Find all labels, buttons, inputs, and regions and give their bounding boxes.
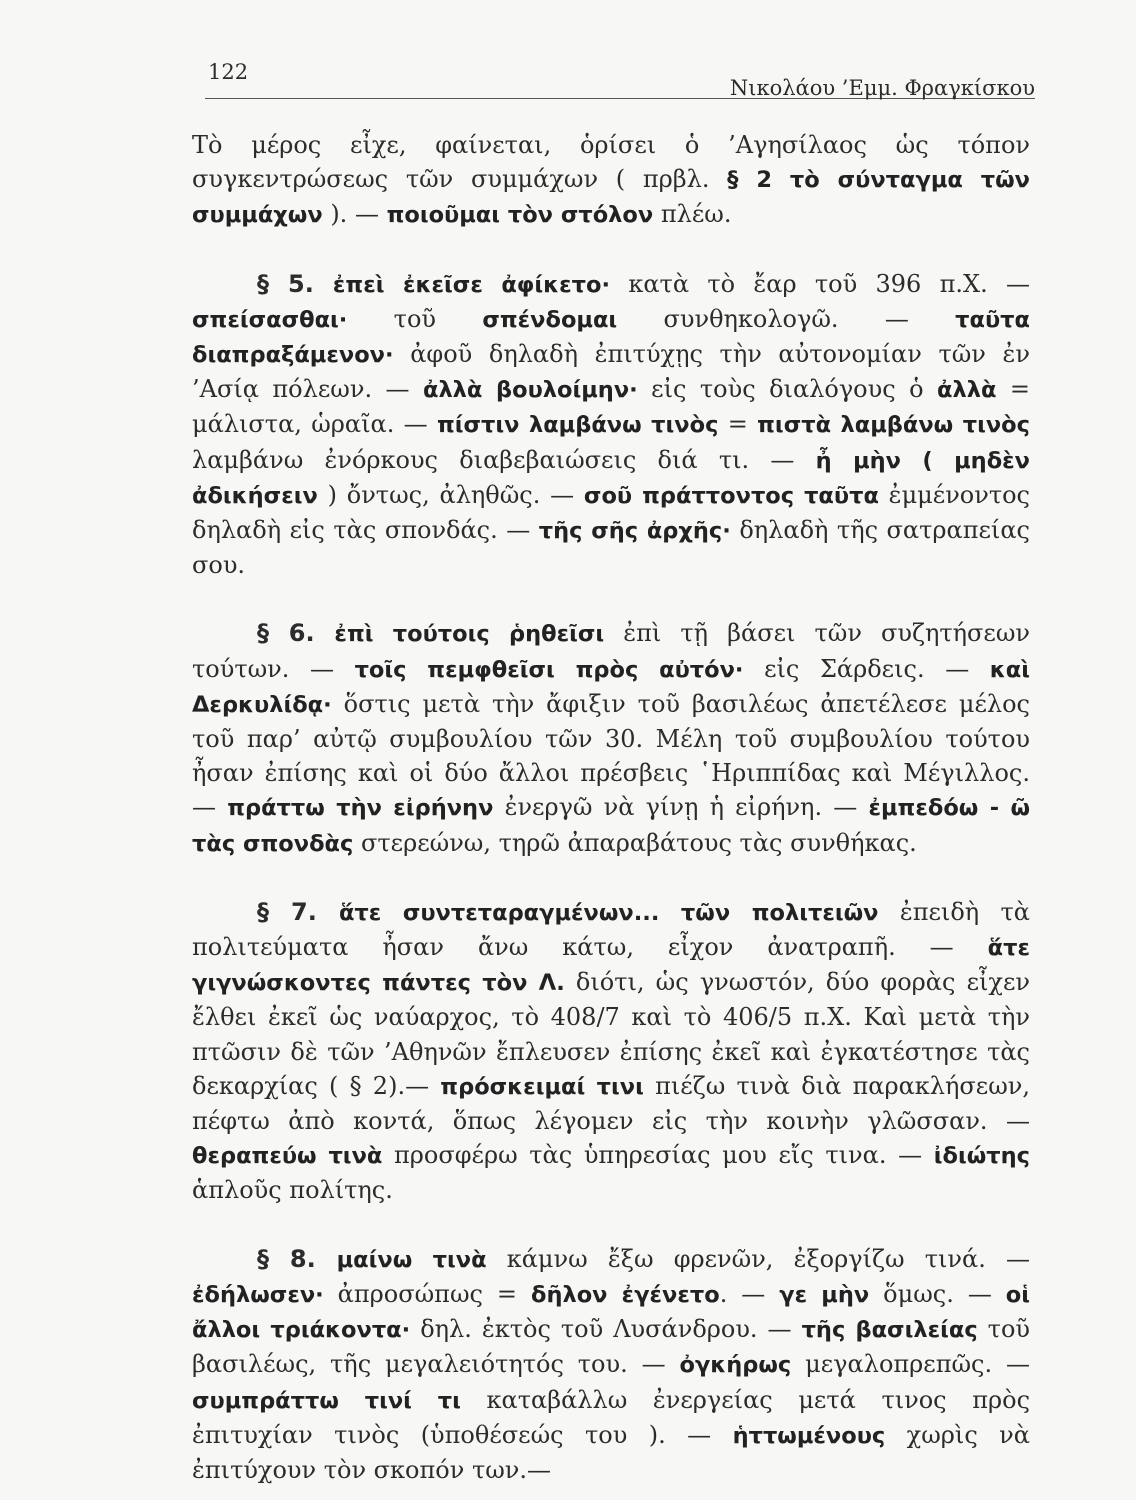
gloss-text: δηλαδὴ τῆς σατραπείας σου. (192, 516, 1030, 580)
lemma-term: ποιοῦμαι τὸν στόλον (386, 202, 654, 229)
gloss-text: χωρὶς νὰ ἐπιτύχουν τὸν σκοπόν των.— (192, 1420, 1030, 1484)
lemma-term: ἀλλὰ (937, 377, 997, 404)
gloss-text: συνθηκολογῶ. — (617, 304, 956, 333)
gloss-text: ἐπὶ τῇ βάσει τῶν συζητήσεων τούτων. — (192, 619, 1030, 683)
gloss-text: τοῦ βασιλέως, τῆς μεγαλειότητός του. — (192, 1315, 1030, 1379)
lemma-term: οἱ ἄλλοι τριάκοντα· (192, 1281, 1031, 1344)
gloss-text: λαμβάνω ἐνόρκους διαβεβαιώσεις διά τι. — (192, 445, 816, 474)
gloss-text: = μάλιστα, ὡραῖα. — (192, 375, 1030, 439)
gloss-text: κάμνω ἔξω φρενῶν, ἐξοργίζω τινά. — (486, 1244, 1031, 1273)
lemma-term: συμπράττω τινί τι (192, 1387, 461, 1414)
running-head: Νικολάου ’Εμμ. Φραγκίσκου (729, 76, 1035, 100)
lemma-term: πράττω τὴν εἰρήνην (227, 795, 494, 822)
paragraph-p7 (192, 895, 1030, 1208)
lemma-term: θεραπεύω τινὰ (192, 1143, 383, 1170)
gloss-text: κατὰ τὸ ἔαρ τοῦ 396 π.Χ. — (610, 269, 1030, 298)
gloss-text: τοῦ (347, 304, 483, 333)
lemma-term: ἀλλὰ βουλοίμην· (422, 377, 638, 404)
gloss-text: στερεώνω, τηρῶ ἀπαραβάτους τὰς συνθήκας. (353, 828, 917, 857)
lemma-term: τῆς βασιλείας (801, 1317, 978, 1344)
gloss-text: πλέω. (653, 200, 732, 229)
lemma-term: ἅτε γιγνώσκοντες πάντες τὸν Λ. (192, 935, 1030, 997)
page-number: 122 (208, 60, 249, 84)
gloss-text: δηλ. ἐκτὸς τοῦ Λυσάνδρου. — (410, 1315, 802, 1344)
gloss-text: ἐμμένοντος δηλαδὴ εἰς τὰς σπονδάς. — (192, 480, 1030, 545)
lemma-term: δῆλον ἐγένετο (531, 1281, 720, 1308)
lemma-term: ἡττωμένους (732, 1422, 886, 1449)
lemma-term: τοῖς πεμφθεῖσι πρὸς αὐτόν· (354, 656, 744, 683)
gloss-text: ) ὄντως, ἀληθῶς. — (317, 480, 584, 509)
gloss-text: καταβάλλω ἐνεργείας μετά τινος πρὸς ἐπιτυχίαν τινὸς (ὑποθέσεώς του ). — (192, 1385, 1031, 1449)
section-marker: § 7. (257, 897, 339, 926)
gloss-text: ἀφοῦ δηλαδὴ ἐπιτύχῃς τὴν αὐτονομίαν τῶν ἐν ’Ασίᾳ πόλεων. — (192, 340, 1030, 404)
lemma-term: μαίνω τινὰ (336, 1246, 487, 1273)
section-marker: § 5. (257, 269, 333, 298)
gloss-text: μεγαλοπρεπῶς. — (791, 1350, 1030, 1379)
lemma-term: ἐδήλωσεν· (192, 1281, 324, 1308)
gloss-text: πιέζω τινὰ διὰ παρακλήσεων, πέφτω ἀπὸ κοντά, ὅπως λέγομεν εἰς τὴν κοινὴν γλῶσσαν. — (192, 1071, 1030, 1136)
commentary-body (192, 128, 1030, 1487)
lemma-term: καὶ Δερκυλίδᾳ· (192, 656, 1031, 718)
lemma-term: σπείσασθαι· (192, 306, 348, 333)
gloss-text: προσφέρω τὰς ὑπηρεσίας μου εἴς τινα. — (382, 1141, 934, 1170)
lemma-term: ἐμπεδόω - ῶ τὰς σπονδὰς (192, 795, 1030, 857)
gloss-text: ὅστις μετὰ τὴν ἄφιξιν τοῦ βασιλέως ἀπετέλεσε μέλος τοῦ παρ’ αὐτῷ συμβουλίου τῶν 30. Μέλη τοῦ συμβουλίου τούτου ἦσαν ἐπίσης καὶ οἱ δύο ἄλλοι πρέσβεις ῾Ηριππίδας καὶ Μέγιλλος. — (192, 689, 1030, 822)
gloss-text: εἰς Σάρδεις. — (743, 654, 990, 683)
paragraph-p8 (192, 1242, 1030, 1487)
lemma-term: ἦ μὴν ( μηδὲν ἀδικήσειν (192, 447, 1031, 509)
lemma-term: πρόσκειμαί τινι (440, 1073, 644, 1100)
gloss-text: ὅμως. — (869, 1279, 1006, 1308)
gloss-text: ἐπειδὴ τὰ πολιτεύματα ἦσαν ἄνω κάτω, εἶχον ἀνατραπῆ. — (192, 897, 1030, 962)
gloss-text: διότι, ὡς γνωστόν, δύο φορὰς εἶχεν ἔλθει ἐκεῖ ὡς ναύαρχος, τὸ 408/7 καὶ τὸ 406/5 π.Χ. Καὶ μετὰ τὴν πτῶσιν δὲ τῶν ’Αθηνῶν ἔπλευσεν ἐπίσης ἐκεῖ καὶ ἐγκατέστησε τὰς δεκαρχίας ( § 2).— (192, 968, 1030, 1100)
page-header (205, 58, 1035, 99)
gloss-text: ἁπλοῦς πολίτης. (192, 1176, 393, 1205)
lemma-term: ὀγκήρως (679, 1352, 792, 1379)
lemma-term: ἐπεὶ ἐκεῖσε ἀφίκετο· (332, 271, 611, 298)
lemma-term: § 2 τὸ σύνταγμα τῶν συμμάχων (192, 167, 1031, 229)
gloss-text: εἰς τοὺς διαλόγους ὁ (637, 375, 938, 404)
gloss-text: . — (719, 1279, 780, 1308)
section-marker: § 8. (257, 1244, 337, 1273)
gloss-text: Τὸ μέρος εἶχε, φαίνεται, ὁρίσει ὁ ’Αγησίλαος ὡς τόπον συγκεντρώσεως τῶν συμμάχων ( πρβλ. (192, 131, 1030, 194)
lemma-term: ἐπὶ τούτοις ῥηθεῖσι (334, 621, 605, 648)
lemma-term: ἅτε συντεταραγμένων... τῶν πολιτειῶν (338, 899, 879, 926)
gloss-text: ἐνεργῶ νὰ γίνῃ ἡ εἰρήνη. — (493, 793, 869, 822)
gloss-text: ). — (322, 200, 387, 229)
lemma-term: ταῦτα διαπραξάμενον· (192, 306, 1030, 369)
lemma-term: πίστιν λαμβάνω τινὸς (436, 412, 719, 439)
lemma-term: γε μὴν (779, 1281, 870, 1308)
lemma-term: σοῦ πράττοντος ταῦτα (583, 482, 879, 509)
lemma-term: πιστὰ λαμβάνω τινὸς (757, 412, 1030, 439)
paragraph-p5 (192, 267, 1030, 583)
paragraph-p0 (192, 128, 1030, 233)
gloss-text: ἀπροσώπως = (323, 1279, 531, 1308)
gloss-text: = (718, 410, 758, 439)
section-marker: § 6. (257, 619, 335, 648)
lemma-term: ἰδιώτης (933, 1143, 1030, 1170)
paragraph-p6 (192, 616, 1030, 860)
lemma-term: τῆς σῆς ἀρχῆς· (538, 518, 731, 545)
lemma-term: σπένδομαι (482, 306, 618, 333)
